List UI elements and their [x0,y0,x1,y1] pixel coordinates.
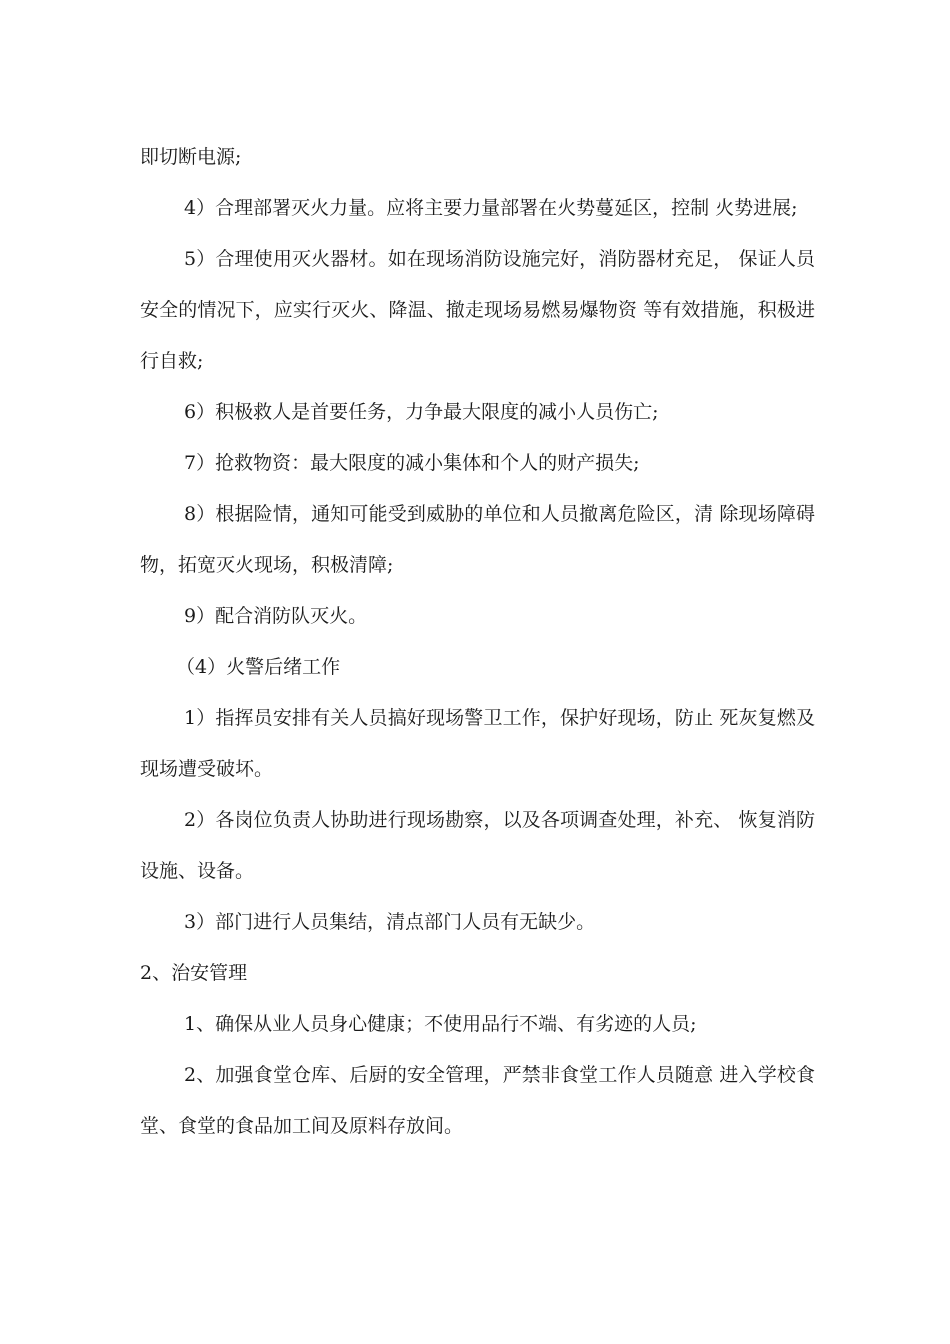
paragraph-item-4: 4）合理部署灭火力量。应将主要力量部署在火势蔓延区，控制 火势进展; [184,197,798,219]
paragraph-security-2: 2、加强食堂仓库、后厨的安全管理，严禁非食堂工作人员随意 进入学校食堂、食堂的食品加工间及原料存放间。 [140,1064,815,1137]
paragraph-item-8: 8）根据险情，通知可能受到威胁的单位和人员撤离危险区，清 除现场障碍物，拓宽灭火现场，积极清障; [140,503,815,576]
section-heading-security: 2、治安管理 [140,962,248,984]
paragraph-item-9: 9）配合消防队灭火。 [184,605,368,627]
section-heading-after-fire: （4）火警后绪工作 [176,656,341,678]
paragraph-after-fire-2: 2）各岗位负责人协助进行现场勘察，以及各项调查处理，补充、 恢复消防设施、设备。 [140,809,815,882]
paragraph-item-5: 5）合理使用灭火器材。如在现场消防设施完好，消防器材充足， 保证人员安全的情况下，应实行灭火、降温、撤走现场易燃易爆物资 等有效措施，积极进行自救; [140,248,815,372]
paragraph-cut-power: 即切断电源; [140,146,242,168]
paragraph-after-fire-3: 3）部门进行人员集结，清点部门人员有无缺少。 [184,911,596,933]
paragraph-item-7: 7）抢救物资：最大限度的减小集体和个人的财产损失; [184,452,640,474]
paragraph-after-fire-1: 1）指挥员安排有关人员搞好现场警卫工作，保护好现场，防止 死灰复燃及现场遭受破坏。 [140,707,815,780]
paragraph-item-6: 6）积极救人是首要任务，力争最大限度的减小人员伤亡; [184,401,659,423]
document-body [140,132,815,1152]
paragraph-security-1: 1、确保从业人员身心健康；不使用品行不端、有劣迹的人员; [184,1013,697,1035]
